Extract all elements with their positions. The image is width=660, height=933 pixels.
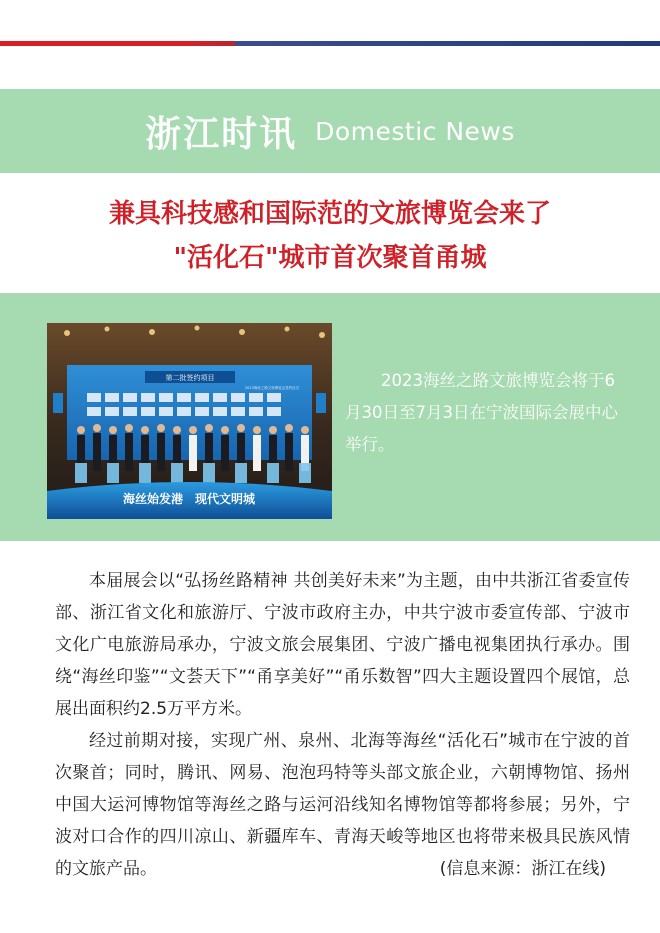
photo-stage-text: 海丝始发港 现代文明城 xyxy=(122,492,256,506)
headline-line-1: 兼具科技感和国际范的文旅博览会来了 xyxy=(108,199,551,229)
photo-screen-banner: 2023海丝之路文旅博览会签约仪式 xyxy=(244,386,300,390)
body-paragraph-2-text: 经过前期对接，实现广州、泉州、北海等海丝“活化石”城市在宁波的首次聚首；同时，腾讯、网易、泡泡玛特等头部文旅企业，六朝博物馆、扬州中国大运河博物馆等海丝之路与运河沿线知名博物馆等都将参展；另外，宁波对口合作的四川凉山、新疆库车、青海天峻等地区也将带来极具民族风情的文旅产品。 xyxy=(55,731,630,879)
body-paragraph-2 xyxy=(55,725,630,885)
headline-line-2: "活化石"城市首次聚首甬城 xyxy=(173,243,487,273)
photo-caption: 2023海丝之路文旅博览会将于6月30日至7月3日在宁波国际会展中心举行。 xyxy=(345,371,618,454)
header-rule-blue xyxy=(235,41,660,46)
section-title-en: Domestic News xyxy=(315,116,515,146)
source-credit: (信息来源：浙江在线) xyxy=(439,859,606,879)
event-photo xyxy=(47,323,332,519)
section-banner xyxy=(0,89,660,173)
section-title-cn: 浙江时讯 xyxy=(145,113,298,155)
article-body xyxy=(55,565,630,885)
header-rule-red xyxy=(0,41,235,46)
header-rule xyxy=(0,41,660,46)
body-paragraph-1: 本届展会以“弘扬丝路精神 共创美好未来”为主题，由中共浙江省委宣传部、浙江省文化和旅游厅、宁波市政府主办，中共宁波市委宣传部、宁波市文化广电旅游局承办，宁波文旅会展集团、宁波广播电视集团执行承办。围绕“海丝印鉴”“文荟天下”“甬享美好”“甬乐数智”四大主题设置四个展馆，总展出面积约2.5万平方米。 xyxy=(55,571,630,719)
article-headline xyxy=(0,192,660,280)
photo-screen-title: 第二批签约项目 xyxy=(165,374,215,382)
photo-band xyxy=(0,293,660,541)
